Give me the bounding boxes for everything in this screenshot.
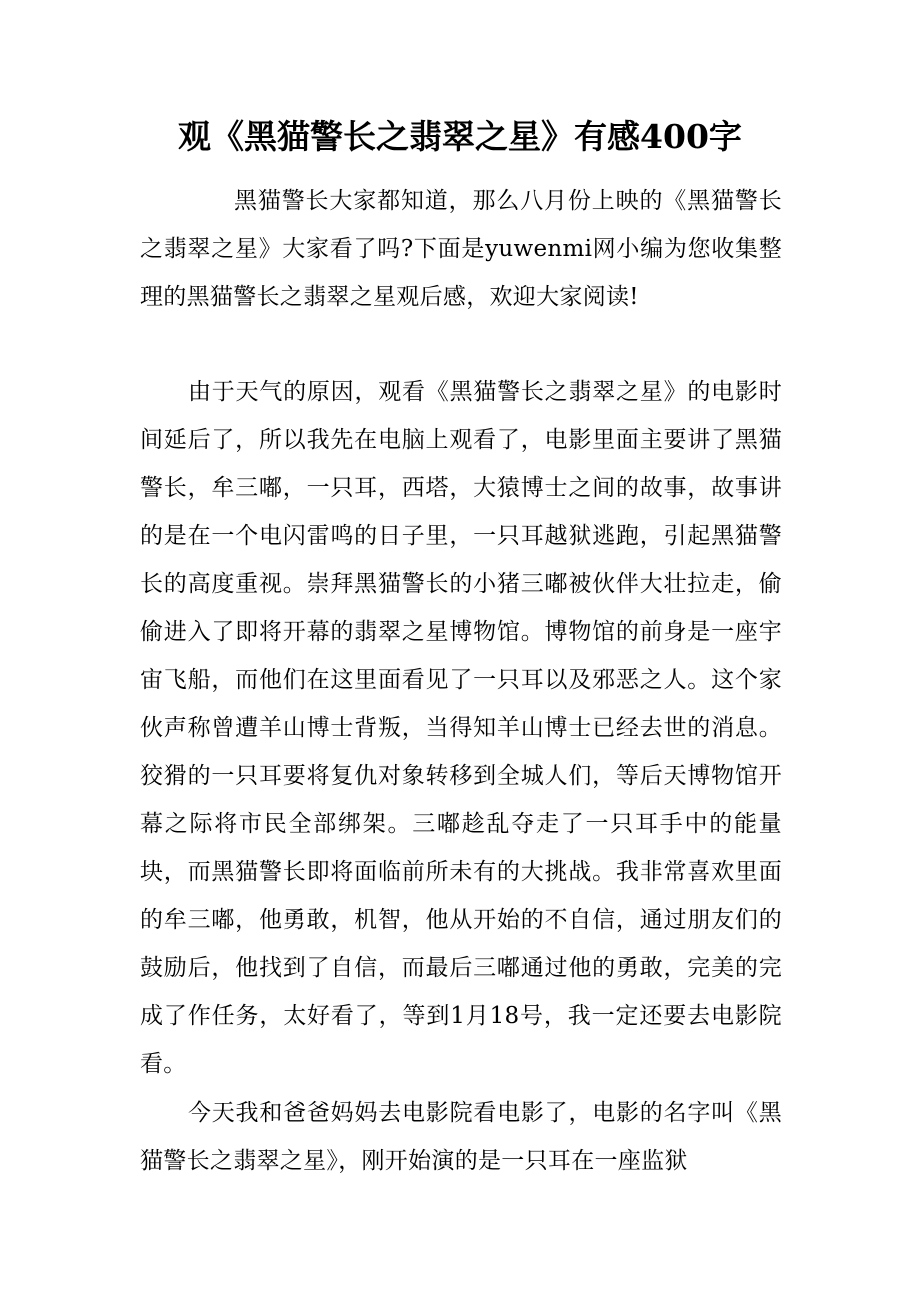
intro-paragraph: 黑猫警长大家都知道，那么八月份上映的《黑猫警长之翡翠之星》大家看了吗?下面是yuwenmi网小编为您收集整理的黑猫警长之翡翠之星观后感，欢迎大家阅读! xyxy=(140,188,782,310)
body-paragraph-2: 今天我和爸爸妈妈去电影院看电影了，电影的名字叫《黑猫警长之翡翠之星》，刚开始演的是一只耳在一座监狱 xyxy=(140,1100,782,1174)
body-paragraph-1: 由于天气的原因，观看《黑猫警长之翡翠之星》的电影时间延后了，所以我先在电脑上观看了，电影里面主要讲了黑猫警长，牟三嘟，一只耳，西塔，大猿博士之间的故事，故事讲的是在一个电闪雷鸣的日子里，一只耳越狱逃跑，引起黑猫警长的高度重视。崇拜黑猫警长的小猪三嘟被伙伴大壮拉走，偷偷进入了即将开幕的翡翠之星博物馆。博物馆的前身是一座宇宙飞船，而他们在这里面看见了一只耳以及邪恶之人。这个家伙声称曾遭羊山博士背叛，当得知羊山博士已经去世的消息。狡猾的一只耳要将复仇对象转移到全城人们，等后天博物馆开幕之际将市民全部绑架。三嘟趁乱夺走了一只耳手中的能量块，而黑猫警长即将面临前所未有的大挑战。我非常喜欢里面的牟三嘟，他勇敢，机智，他从开始的不自信，通过朋友们的鼓励后，他找到了自信，而最后三嘟通过他的勇敢，完美的完成了作任务，太好看了，等到1月18号，我一定还要去电影院看。 xyxy=(140,379,782,1077)
document-title: 观《黑猫警长之翡翠之星》有感400字 xyxy=(178,117,742,156)
